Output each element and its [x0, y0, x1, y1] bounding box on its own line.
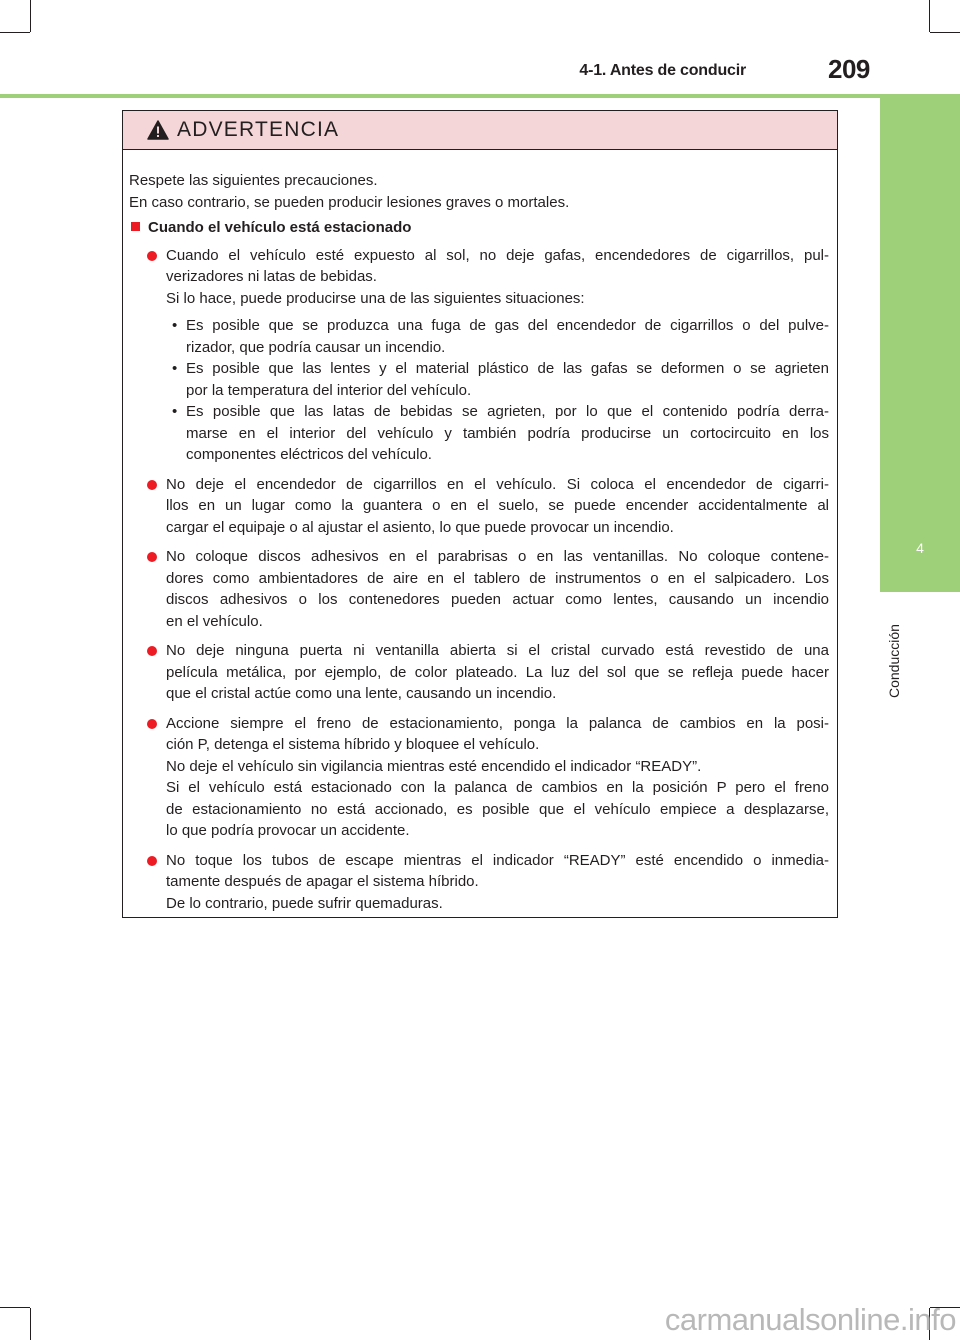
intro-line: En caso contrario, se pueden producir lesiones graves o mortales. — [129, 193, 570, 211]
bullet-mark: • — [172, 360, 178, 377]
red-dot-icon — [147, 646, 157, 656]
item-line: No deje ninguna puerta ni ventanilla abierta si el cristal curvado está revestido de una — [166, 642, 829, 659]
red-square-icon — [131, 222, 140, 231]
crop-mark — [0, 1307, 30, 1308]
red-dot-icon — [147, 480, 157, 490]
item-line: Cuando el vehículo esté expuesto al sol, no deje gafas, encendedores de cigarrillos, pul- — [166, 246, 829, 264]
subheading-text: Cuando el vehículo está estacionado — [148, 219, 412, 236]
warning-title: ADVERTENCIA — [177, 118, 340, 141]
red-dot-icon — [147, 552, 157, 562]
crop-mark — [30, 1308, 31, 1340]
warning-item — [129, 546, 829, 632]
page-number: 209 — [828, 54, 870, 84]
item-line: llos en un lugar como la guantera o en el suelo, se puede encender accidentalmente al — [166, 497, 829, 514]
item-line: discos adhesivos o los contenedores pueden actuar como lentes, causando un incendio — [166, 591, 829, 608]
warning-item — [129, 245, 829, 466]
bullet-line: rizador, que podría causar un incendio. — [186, 338, 446, 356]
warning-item — [129, 640, 829, 705]
bullet-mark: • — [172, 317, 178, 334]
bullet-line: por la temperatura del interior del vehículo. — [186, 381, 472, 399]
crop-mark — [0, 32, 30, 33]
item-line: dores como ambientadores de aire en el tablero de instrumentos o en el salpicadero. Los — [166, 569, 829, 587]
item-line: De lo contrario, puede sufrir quemaduras. — [166, 894, 443, 912]
red-dot-icon — [147, 719, 157, 729]
red-dot-icon — [147, 251, 157, 261]
item-line: Si el vehículo está estacionado con la palanca de cambios en la posición P pero el freno — [166, 779, 829, 796]
bullet-item — [166, 358, 829, 401]
item-line: película metálica, por ejemplo, de color plateado. La luz del sol que se refleja puede hacer — [166, 663, 829, 681]
item-line: Accione siempre el freno de estacionamiento, ponga la palanca de cambios en la posi- — [166, 714, 829, 732]
bullet-list — [166, 315, 829, 466]
warning-triangle-icon — [147, 120, 169, 140]
bullet-item — [166, 401, 829, 466]
bullet-line: Es posible que las latas de bebidas se agrieten, por lo que el contenido podría derra- — [186, 403, 829, 420]
subheading — [129, 217, 829, 239]
intro-line: Respete las siguientes precauciones. — [129, 172, 378, 189]
bullet-item — [166, 315, 829, 358]
red-dot-icon — [147, 856, 157, 866]
warning-item — [129, 713, 829, 842]
item-line: lo que podría provocar un accidente. — [166, 822, 410, 839]
chapter-title — [874, 606, 914, 706]
section-title: 4-1. Antes de conducir — [579, 62, 746, 79]
item-line: No deje el encendedor de cigarrillos en el vehículo. Si coloca el encendedor de cigarri- — [166, 475, 829, 493]
bullet-line: Es posible que las lentes y el material plástico de las gafas se deformen o se agrieten — [186, 360, 829, 377]
crop-mark — [30, 0, 31, 32]
item-line: de estacionamiento no está accionado, es posible que el vehículo empiece a desplazarse, — [166, 800, 829, 818]
crop-mark — [929, 0, 930, 32]
item-line: No deje el vehículo sin vigilancia mientras esté encendido el indicador “READY”. — [166, 757, 702, 775]
item-line: que el cristal actúe como una lente, causando un incendio. — [166, 685, 557, 702]
chapter-number: 4 — [916, 540, 924, 556]
warning-item — [129, 850, 829, 915]
item-line: Si lo hace, puede producirse una de las siguientes situaciones: — [166, 289, 585, 307]
warning-header — [123, 111, 837, 150]
item-line: tamente después de apagar el sistema híbrido. — [166, 873, 479, 890]
chapter-title-text: Conducción — [886, 624, 902, 698]
item-line: No toque los tubos de escape mientras el indicador “READY” esté encendido o inmedia- — [166, 851, 829, 869]
crop-mark — [930, 32, 960, 33]
bullet-line: marse en el interior del vehículo y también podría producirse un cortocircuito en los — [186, 424, 829, 442]
item-line: en el vehículo. — [166, 612, 263, 630]
bullet-line: componentes eléctricos del vehículo. — [186, 446, 432, 463]
warning-intro — [129, 170, 829, 213]
chapter-side-tab — [880, 96, 960, 592]
bullet-mark: • — [172, 403, 178, 420]
item-line: cargar el equipaje o al ajustar el asiento, lo que puede provocar un incendio. — [166, 518, 674, 536]
bullet-line: Es posible que se produzca una fuga de gas del encendedor de cigarrillos o del pulve- — [186, 317, 829, 334]
warning-box — [122, 110, 838, 918]
watermark: carmanualsonline.info — [664, 1302, 956, 1337]
warning-item — [129, 474, 829, 539]
header-rule — [0, 94, 960, 98]
item-line: No coloque discos adhesivos en el parabrisas o en las ventanillas. No coloque contene- — [166, 548, 829, 565]
item-line: ción P, detenga el sistema híbrido y bloquee el vehículo. — [166, 736, 540, 753]
item-line: verizadores ni latas de bebidas. — [166, 268, 377, 285]
warning-body — [123, 150, 837, 914]
